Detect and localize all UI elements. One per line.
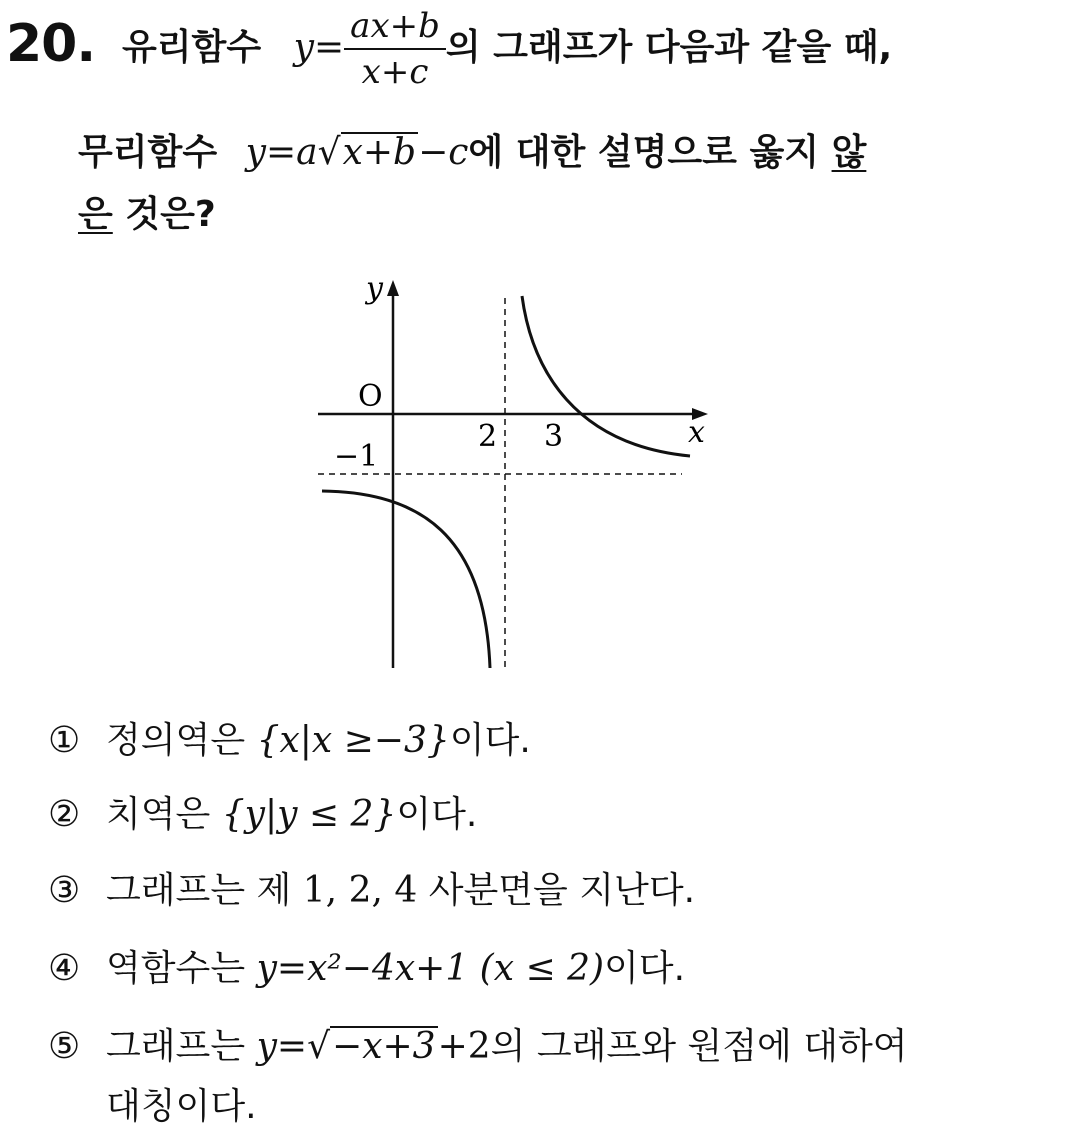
underlined-text-2: 은 xyxy=(78,194,113,235)
choice-text-2: 치역은 xyxy=(106,794,211,835)
choice-mark-3: ③ xyxy=(48,870,81,911)
choice-math-2: {y|y ≤ 2} xyxy=(221,794,397,835)
underlined-text-1: 않 xyxy=(831,132,867,173)
choice-text-3: 그래프는 제 xyxy=(106,870,292,911)
choice-tail-5: 의 그래프와 원점에 대하여 xyxy=(490,1026,908,1067)
choice-mark-2: ② xyxy=(48,794,81,835)
stem-text-2-suffix: 에 대한 설명으로 옳지 xyxy=(468,132,820,173)
choice-math-5-post: +2 xyxy=(437,1026,491,1067)
frac-lhs: y= xyxy=(293,27,345,68)
tick-label-2: 2 xyxy=(478,419,498,454)
tick-label-neg1: −1 xyxy=(334,439,379,474)
choice-text-5: 그래프는 xyxy=(106,1026,246,1067)
choice-5[interactable]: ⑤ 그래프는 y=√−x+3+2의 그래프와 원점에 대하여 xyxy=(48,1026,908,1067)
choice-tail-4: 이다. xyxy=(604,948,686,989)
choice-2[interactable] xyxy=(48,786,477,837)
stem-text-3: 것은? xyxy=(112,194,216,235)
choice-math-5-pre: y= xyxy=(256,1026,308,1067)
choice-tail-2: 이다. xyxy=(396,794,478,835)
curve-left-branch xyxy=(322,491,490,668)
fraction-denominator: x+c xyxy=(361,52,429,92)
sqrt-radicand: x+b xyxy=(342,132,417,173)
stem-text-2: 무리함수 xyxy=(78,132,218,173)
origin-label: O xyxy=(358,379,383,414)
y-axis-arrow xyxy=(387,280,399,296)
y-axis-label: y xyxy=(366,271,383,306)
choice-math-5-sqrt: −x+3 xyxy=(332,1026,436,1067)
irrational-lhs: y=a xyxy=(245,132,318,173)
question-number: 20. xyxy=(6,14,96,74)
choice-tail-1: 이다. xyxy=(449,720,531,761)
choice-text-4: 역함수는 xyxy=(106,948,246,989)
x-axis-label: x xyxy=(688,415,705,450)
choice-text-1: 정의역은 xyxy=(106,720,246,761)
stem-text-1: 유리함수 xyxy=(122,27,262,68)
irrational-tail: −c xyxy=(418,132,469,173)
choice-math-1: {x|x ≥−3} xyxy=(256,720,450,761)
fraction-numerator: ax+b xyxy=(344,4,446,50)
choice-math-3: 1, 2, 4 xyxy=(302,870,418,911)
choice-1[interactable] xyxy=(48,712,531,763)
stem-text-1-suffix: 의 그래프가 다음과 같을 때, xyxy=(445,27,893,68)
choice-tail-3: 사분면을 지난다. xyxy=(417,870,696,911)
choice-math-4: y=x²−4x+1 (x ≤ 2) xyxy=(256,948,605,989)
choice-mark-5: ⑤ xyxy=(48,1026,81,1067)
choice-3[interactable] xyxy=(48,862,695,913)
choice-5-line-2: 대칭이다. xyxy=(106,1086,257,1127)
question-line-2: 무리함수 y=a√x+b−c에 대한 설명으로 옳지 않 xyxy=(78,132,867,173)
choice-4[interactable] xyxy=(48,940,685,991)
choice-mark-4: ④ xyxy=(48,948,81,989)
tick-label-3: 3 xyxy=(544,419,564,454)
choice-mark-1: ① xyxy=(48,720,81,761)
